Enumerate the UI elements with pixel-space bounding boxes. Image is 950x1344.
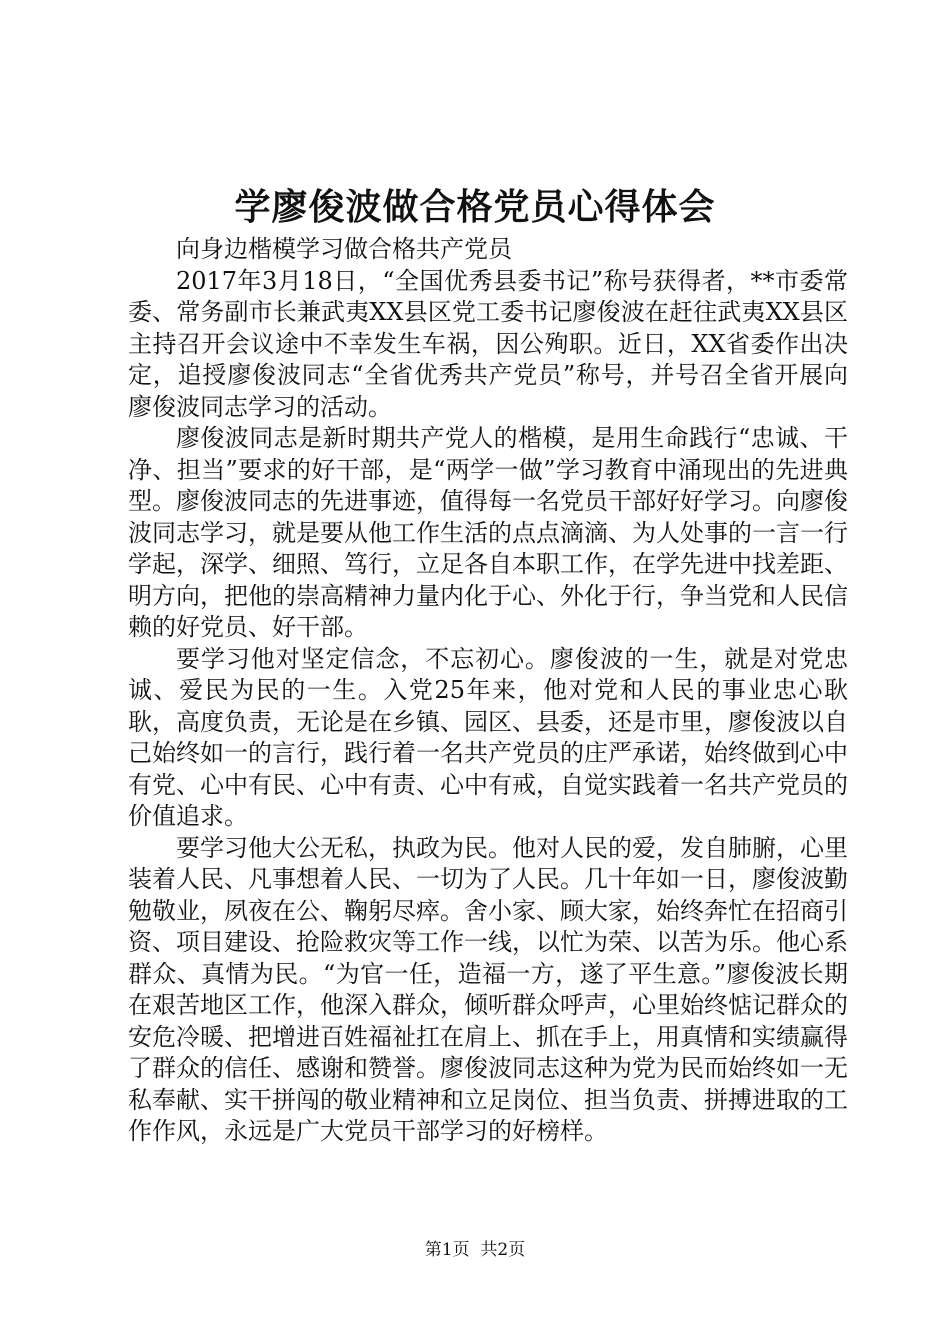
page-footer [0, 1238, 950, 1262]
document-body [128, 234, 848, 1148]
document-subtitle: 向身边楷模学习做合格共产党员 [176, 235, 512, 263]
page-number: 第1页 [424, 1240, 470, 1260]
document-title: 学廖俊波做合格党员心得体会 [234, 187, 716, 228]
page-total: 共2页 [480, 1240, 526, 1260]
paragraph-2: 廖俊波同志是新时期共产党人的楷模，是用生命践行“忠诚、干净、担当”要求的好干部，是“两学一做”学习教育中涌现出的先进典型。廖俊波同志的先进事迹，值得每一名党员干部好好学习。向廖俊波同志学习，就是要从他工作生活的点点滴滴、为人处事的一言一行学起，深学、细照、笃行，立足各自本职工作，在学先进中找差距、明方向，把他的崇高精神力量内化于心、外化于行，争当党和人民信赖的好党员、好干部。 [128, 424, 848, 641]
paragraph-1: 2017年3月18日，“全国优秀县委书记”称号获得者，**市委常委、常务副市长兼武夷XX县区党工委书记廖俊波在赶往武夷XX县区主持召开会议途中不幸发生车祸，因公殉职。近日，XX省委作出决定，追授廖俊波同志“全省优秀共产党员”称号，并号召全省开展向廖俊波同志学习的活动。 [128, 266, 848, 421]
paragraph-3: 要学习他对坚定信念，不忘初心。廖俊波的一生，就是对党忠诚、爱民为民的一生。入党25年来，他对党和人民的事业忠心耿耿，高度负责，无论是在乡镇、园区、县委，还是市里，廖俊波以自己始终如一的言行，践行着一名共产党员的庄严承诺，始终做到心中有党、心中有民、心中有责、心中有戒，自觉实践着一名共产党员的价值追求。 [128, 644, 848, 830]
paragraph-4: 要学习他大公无私，执政为民。他对人民的爱，发自肺腑，心里装着人民、凡事想着人民、一切为了人民。几十年如一日，廖俊波勤勉敬业，夙夜在公、鞠躬尽瘁。舍小家、顾大家，始终奔忙在招商引资、项目建设、抢险救灾等工作一线，以忙为荣、以苦为乐。他心系群众、真情为民。“为官一任，造福一方，遂了平生意。”廖俊波长期在艰苦地区工作，他深入群众，倾听群众呼声，心里始终惦记群众的安危冷暖、把增进百姓福祉扛在肩上、抓在手上，用真情和实绩赢得了群众的信任、感谢和赞誉。廖俊波同志这种为党为民而始终如一无私奉献、实干拼闯的敬业精神和立足岗位、担当负责、拼搏进取的工作作风，永远是广大党员干部学习的好榜样。 [128, 833, 848, 1145]
